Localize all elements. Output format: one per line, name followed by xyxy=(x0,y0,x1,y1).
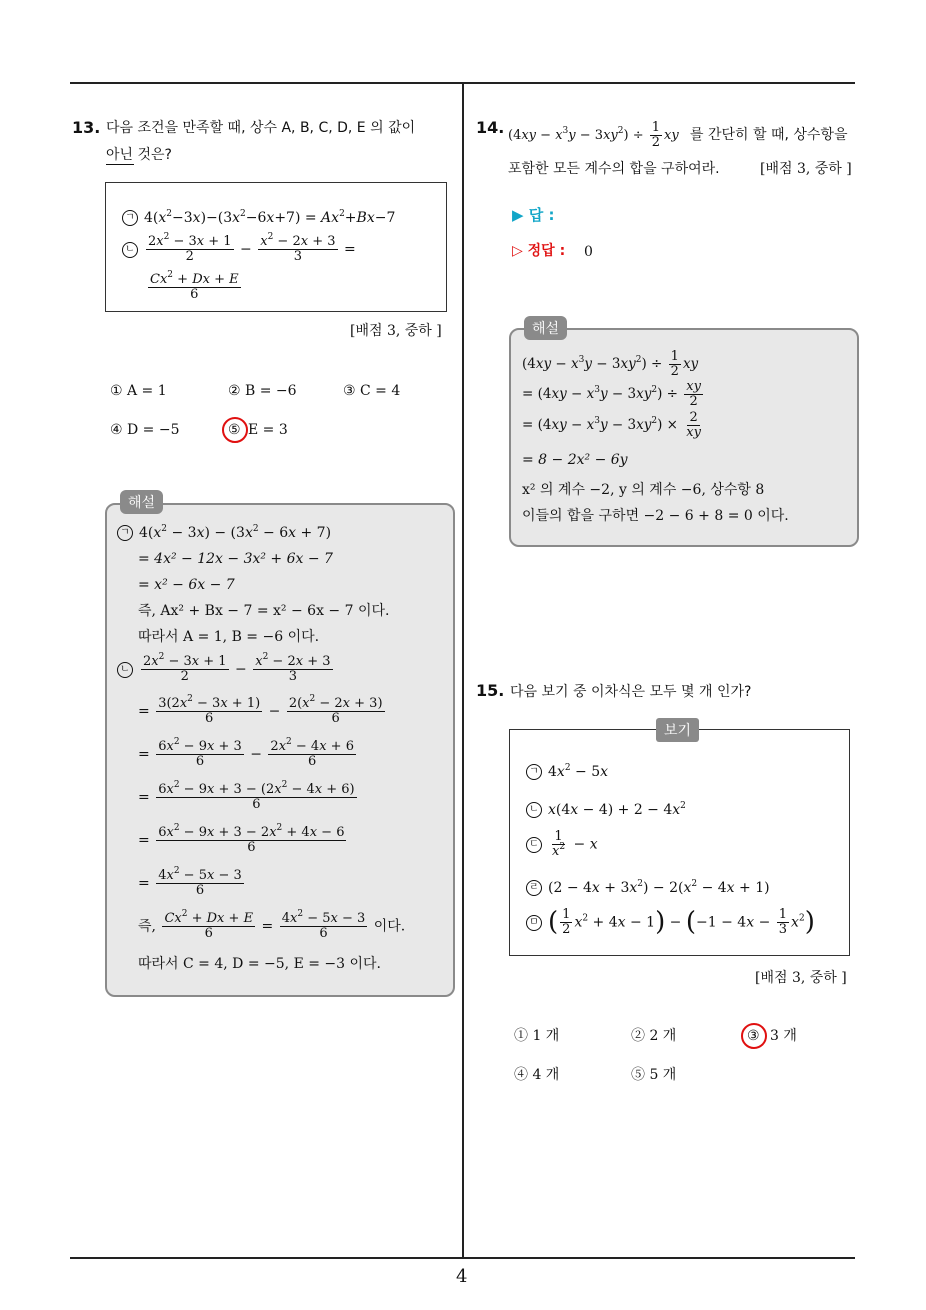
column-divider xyxy=(462,82,464,1257)
q14-correct-label: ▷ 정답 : xyxy=(512,243,566,259)
q14-sol-1: $(4xy - x^3y - 3xy^2)$ ÷ $\frac{1}{2}$ xy xyxy=(522,349,699,379)
q15-choice-2[interactable]: ② 2 개 xyxy=(631,1028,677,1044)
q13-sol-2: = 4x² − 12x − 3x² + 6x − 7 xyxy=(138,551,333,567)
q15-choice-5[interactable]: ⑤ 5 개 xyxy=(631,1067,677,1083)
q13-score: [배점 3, 중하 ] xyxy=(350,323,442,339)
q13-condition-2: ㄴ $\frac{2x^2 - 3x + 1}{2}$ − $\frac{x^2 - 2x + 3}{3}$ = xyxy=(122,235,356,264)
q13-answer-circle xyxy=(222,417,248,443)
q14-sol-3: = $(4xy - x^3y - 3xy^2)$ × $\frac{2}{xy}$ xyxy=(522,410,701,440)
q13-choice-5[interactable]: E = 3 xyxy=(248,422,288,438)
q13-solution-tag: 해설 xyxy=(120,490,163,514)
q14-sol-2: = $(4xy - x^3y - 3xy^2)$ ÷ $\frac{xy}{2}$ xyxy=(522,379,701,409)
q13-sol-4: 즉, Ax² + Bx − 7 = x² − 6x − 7 이다. xyxy=(138,603,390,619)
q13-sol-8: = $\frac{6x^2 - 9x + 3}{6}$ − $\frac{2x^2 - 4x + 6}{6}$ xyxy=(138,737,354,769)
bottom-rule xyxy=(70,1257,855,1259)
q13-sol-12: 즉, $\frac{Cx^2 + Dx + E}{6}$ = $\frac{4x^2 - 5x - 3}{6}$ 이다. xyxy=(138,909,406,941)
q13-choice-3[interactable]: ③ C = 4 xyxy=(343,383,401,399)
q13-sol-3: = x² − 6x − 7 xyxy=(138,577,235,593)
q14-expression: $(4xy - x^3y - 3xy^2)$ ÷ $\frac{1}{2}$ xy xyxy=(508,120,679,150)
q15-example-tag: 보기 xyxy=(656,718,699,742)
q13-sol-9: = $\frac{6x^2 - 9x + 3 - (2x^2 - 4x + 6)}{6}$ xyxy=(138,780,355,812)
page-number: 4 xyxy=(456,1266,468,1287)
q13-sol-1: ㄱ $4(x^2 - 3x) - (3x^2 - 6x + 7)$ xyxy=(117,524,331,542)
q14-answer-label: ▶ 답 : xyxy=(512,206,555,224)
giyeok-mark: ㄱ xyxy=(122,210,138,226)
q13-text-line2: 아닌 것은? xyxy=(106,147,172,163)
nieun-mark: ㄴ xyxy=(122,242,138,258)
q15-item-1: ㄱ $4x^2 - 5x$ xyxy=(526,763,608,781)
q13-condition-2b: $\frac{Cx^2 + Dx + E}{6}$ xyxy=(150,270,239,302)
q15-text: 다음 보기 중 이차식은 모두 몇 개 인가? xyxy=(510,684,752,700)
q15-item-4: ㄹ $(2 - 4x + 3x^2) - 2(x^2 - 4x + 1)$ xyxy=(526,879,770,897)
q14-sol-5: x² 의 계수 −2, y 의 계수 −6, 상수항 8 xyxy=(522,482,765,498)
q13-sol-6: ㄴ $\frac{2x^2 - 3x + 1}{2}$ − $\frac{x^2 - 2x + 3}{3}$ xyxy=(117,655,335,684)
q13-condition-1: ㄱ $4(x^2-3x)-(3x^2-6x+7) = Ax^2+Bx-7$ xyxy=(122,209,395,227)
q13-choice-1[interactable]: ① A = 1 xyxy=(110,383,167,399)
q15-choice-3-mark[interactable]: ③ xyxy=(747,1028,760,1044)
q13-text-line1: 다음 조건을 만족할 때, 상수 A, B, C, D, E 의 값이 xyxy=(106,120,416,136)
q15-item-5: ㅁ ( $\frac{1}{2}$ $x^2 + 4x - 1) - (-1 - 4x$ − $\frac{1}{3}$ $x^2$) xyxy=(526,908,815,937)
q15-choice-3[interactable]: 3 개 xyxy=(770,1028,797,1044)
q13-choice-4[interactable]: ④ D = −5 xyxy=(110,422,180,438)
q14-text-tail: 를 간단히 할 때, 상수항을 xyxy=(690,127,848,143)
q15-item-3: ㄷ $\frac{1}{x^2}$ − x xyxy=(526,830,598,859)
q14-solution-tag: 해설 xyxy=(524,316,567,340)
q15-choice-1[interactable]: ① 1 개 xyxy=(514,1028,560,1044)
q14-text-line2: 포함한 모든 계수의 합을 구하여라. xyxy=(508,161,720,177)
q14-number: 14. xyxy=(476,118,505,137)
q14-sol-4: = 8 − 2x² − 6y xyxy=(522,452,628,468)
q13-choice-5-mark[interactable]: ⑤ xyxy=(228,422,241,438)
q14-sol-6: 이들의 합을 구하면 −2 − 6 + 8 = 0 이다. xyxy=(522,508,789,524)
q15-item-2: ㄴ $x(4x - 4) + 2 - 4x^2$ xyxy=(526,801,686,819)
q13-sol-5: 따라서 A = 1, B = −6 이다. xyxy=(138,629,320,645)
q13-number: 13. xyxy=(72,118,101,137)
q13-sol-11: = $\frac{4x^2 - 5x - 3}{6}$ xyxy=(138,866,242,898)
q13-condition-box xyxy=(105,182,447,312)
q15-score: [배점 3, 중하 ] xyxy=(755,970,847,986)
q15-choice-4[interactable]: ④ 4 개 xyxy=(514,1067,560,1083)
q15-answer-circle xyxy=(741,1023,767,1049)
q14-score: [배점 3, 중하 ] xyxy=(760,161,852,177)
q13-choice-2[interactable]: ② B = −6 xyxy=(228,383,297,399)
q13-underline xyxy=(106,164,134,165)
q14-correct-value: 0 xyxy=(584,244,593,260)
q13-sol-13: 따라서 C = 4, D = −5, E = −3 이다. xyxy=(138,956,382,972)
q13-sol-10: = $\frac{6x^2 - 9x + 3 - 2x^2 + 4x - 6}{6}$ xyxy=(138,823,345,855)
q15-number: 15. xyxy=(476,681,505,700)
q13-sol-7: = $\frac{3(2x^2 - 3x + 1)}{6}$ − $\frac{2(x^2 - 2x + 3)}{6}$ xyxy=(138,694,383,726)
